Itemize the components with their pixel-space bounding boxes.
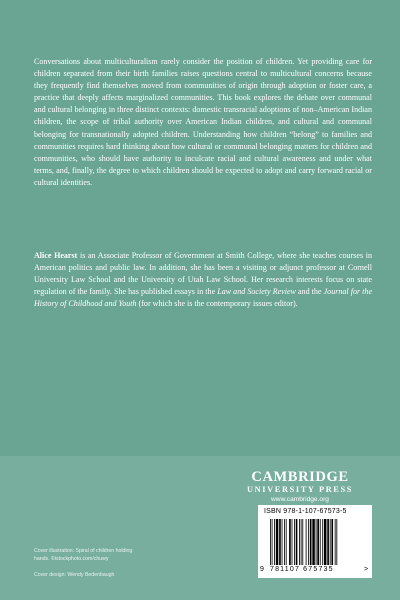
publisher-logo [228,470,372,504]
isbn-label: ISBN 978-1-107-67573-5 [264,508,347,515]
author-name: Alice Hearst [34,251,78,260]
publisher-subtitle: UNIVERSITY PRESS [246,485,354,494]
isbn-barcode [258,505,372,578]
cover-credits [34,547,214,579]
design-credit: Cover design: Wendy Bedenbaugh [34,572,115,578]
bio-text-1: is an Associate Professor of Government at Smith College, where she teaches courses in American politics and public law. In addition, she has been a visiting or adjunct professor at Cornell University Law School and the University of Utah Law School. Her research interests focus on state regulation of the family. She has published essays in the [34,251,372,297]
bio-text-3: (for which she is the contemporary issues editor). [136,299,298,309]
barcode-bars [270,519,366,565]
barcode-digits: 781107 675735 [270,566,334,573]
journal-title-2: Journal for the History of Childhood and Youth [34,287,373,309]
barcode-quiet-zone-mark: > [364,566,369,573]
publisher-url: www.cambridge.org [271,496,329,503]
author-bio [34,250,372,310]
barcode-lead-digit: 9 [260,566,264,573]
illustration-credit-line-1: Cover illustration: Spiral of children holding [34,548,133,554]
publisher-name: CAMBRIDGE [251,469,349,485]
book-description: Conversations about multiculturalism rarely consider the position of children. Yet providing care for children separated from their birth families raises questions central to multicultural concerns because they frequently find themselves moved from communities of origin through adoption or foster care, a practice that deeply affects marginalized communities. This book explores the debate over communal and cultural belonging in three distinct contexts: domestic transracial adoptions of non–American Indian children, the scope of tribal authority over American Indian children, and cultural and communal belonging for transnationally adopted children. Understanding how children “belong” to families and communities requires hard thinking about how cultural or communal belonging matters for children and communities, who should have authority to inculcate racial and cultural awareness and under what terms, and, finally, the degree to which children should be expected to adopt and carry forward racial or cultural identities. [34,57,372,187]
journal-title-1: Law and Society Review [217,287,296,297]
illustration-credit-line-2: hands. ©istockphoto.com/chuwy [34,556,109,562]
bio-text-2: and the [295,287,324,297]
